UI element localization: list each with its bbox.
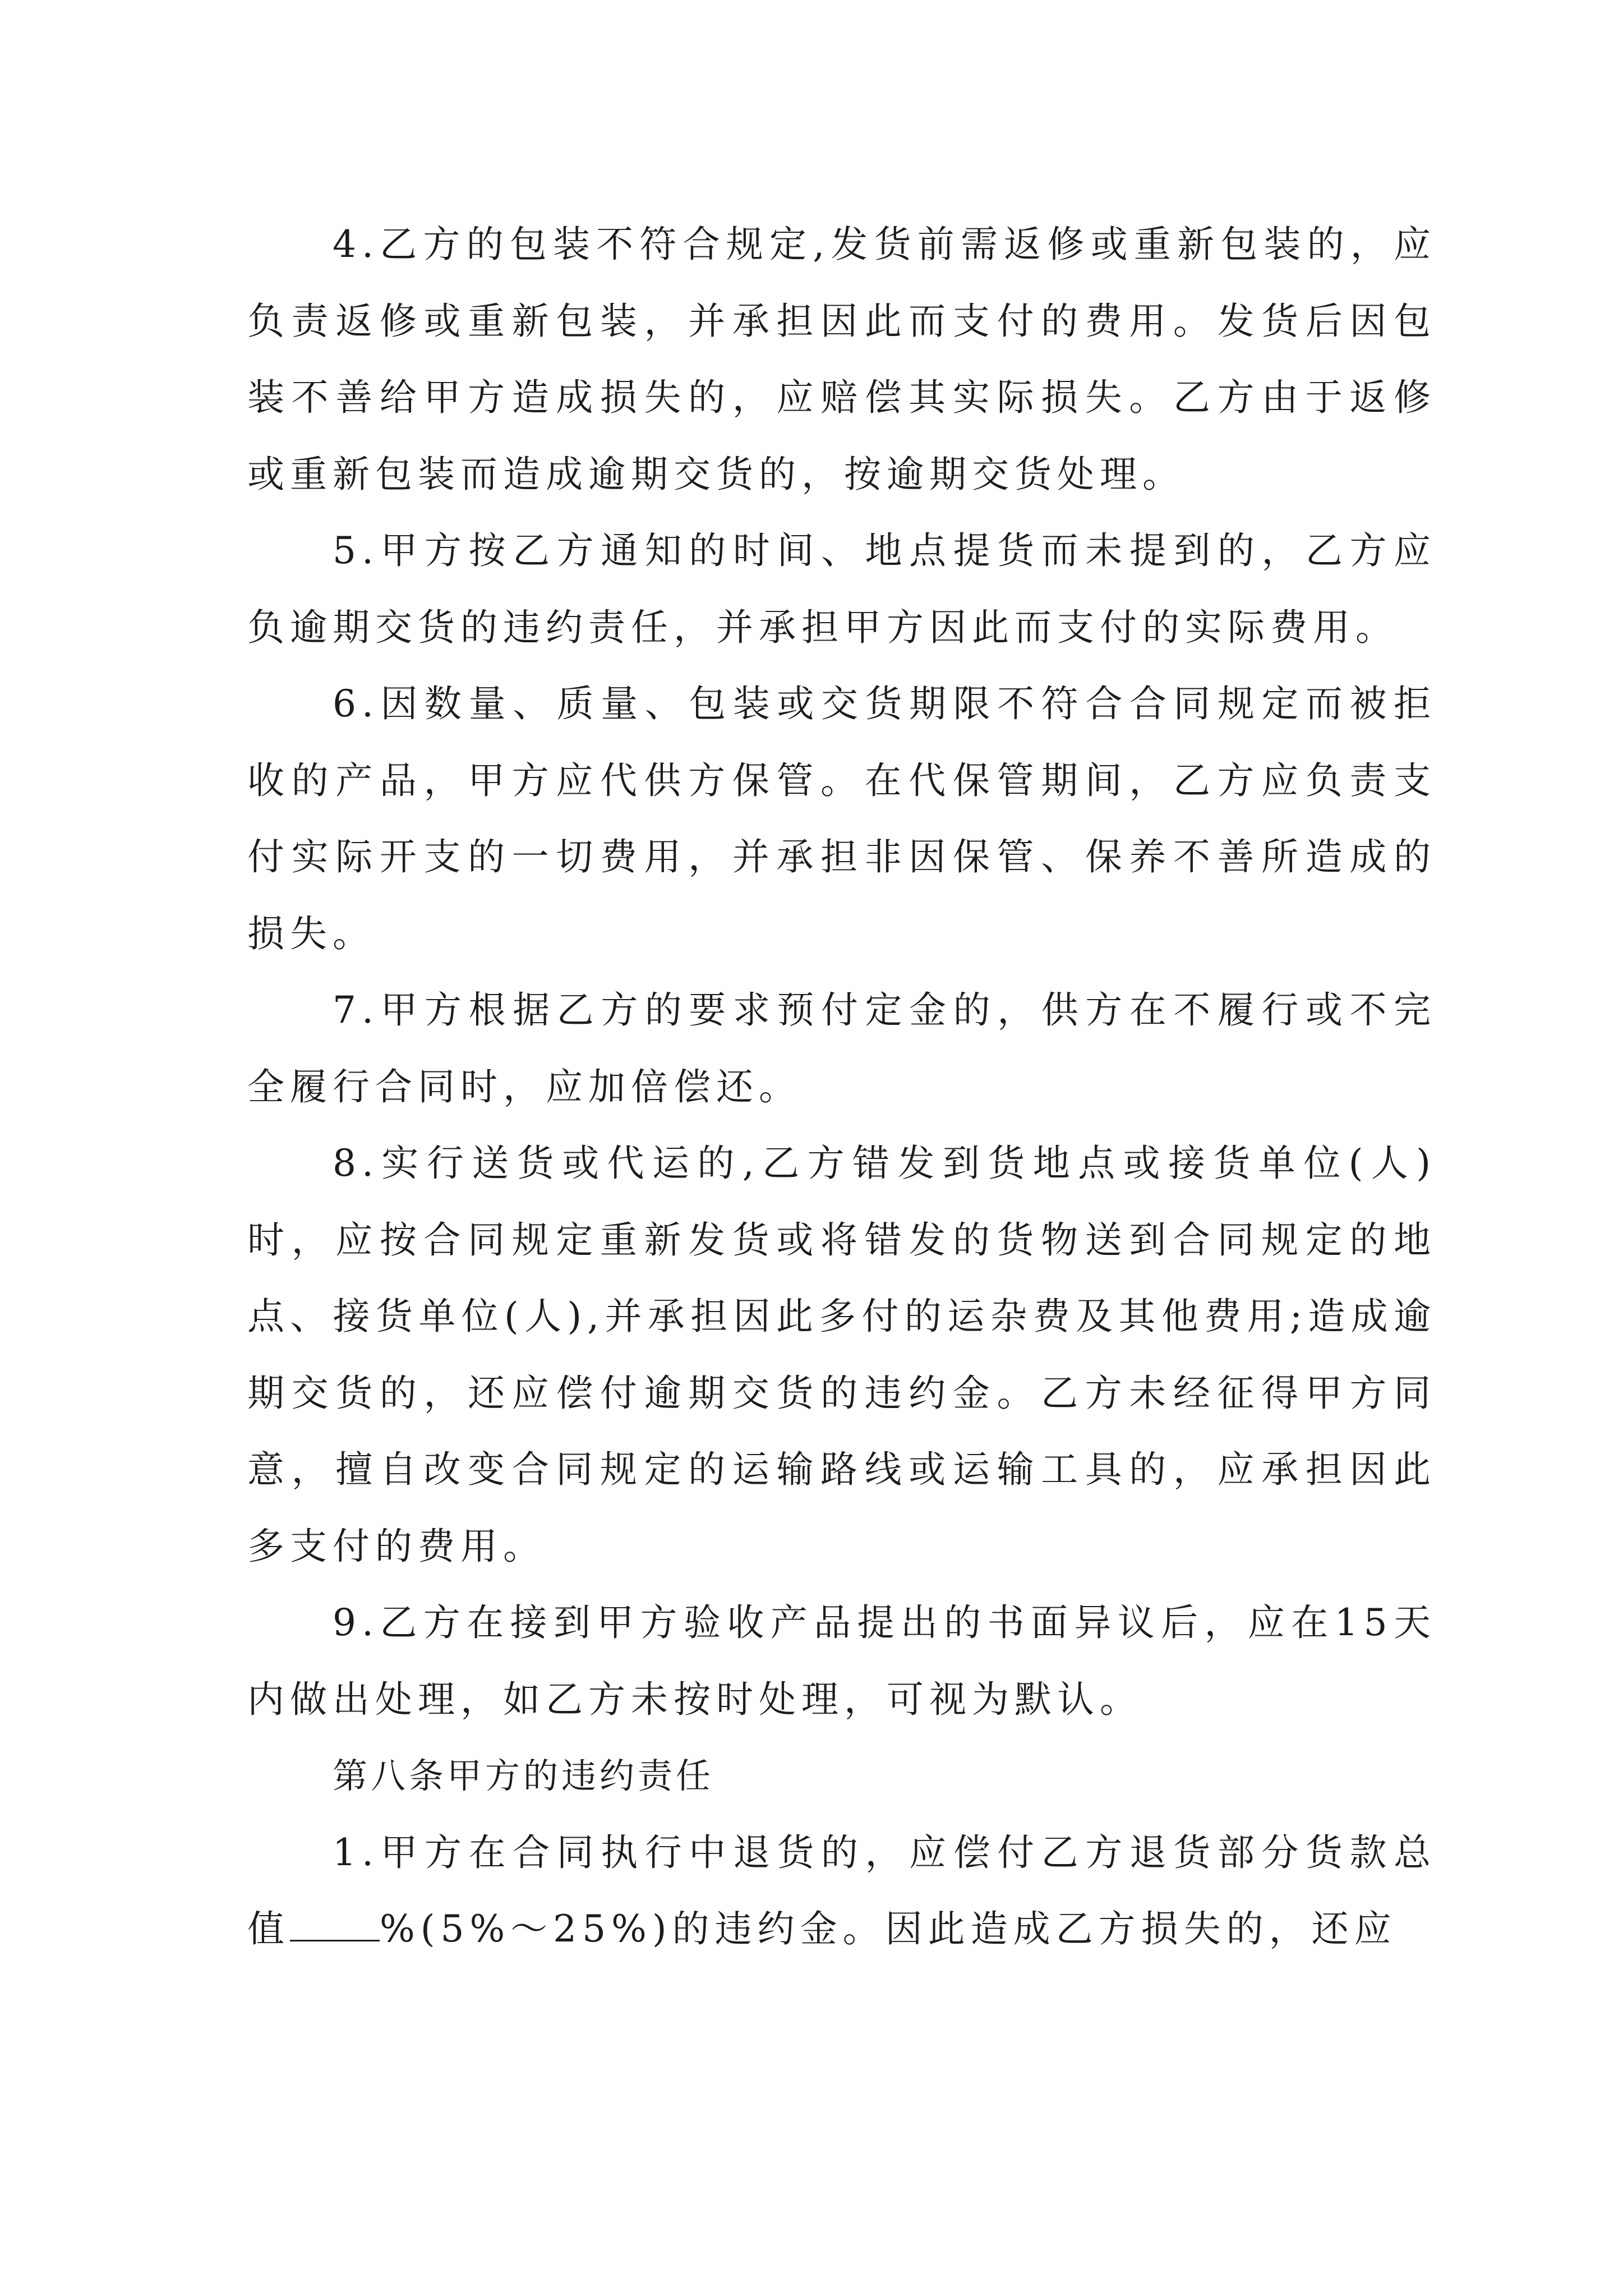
paragraph-4: 4.乙方的包装不符合规定,发货前需返修或重新包装的，应负责返修或重新包装，并承担因此而支付的费用。发货后因包装不善给甲方造成损失的，应赔偿其实际损失。乙方由于返修或重新包装而造成逾期交货的，按逾期交货处理。 <box>247 223 1436 496</box>
article8-1-text-before-blank: 1.甲方在合同执行中退货的，应偿付乙方退货部分货款总值 <box>247 1830 1436 1950</box>
paragraph-8: 8.实行送货或代运的,乙方错发到货地点或接货单位(人)时，应按合同规定重新发货或将错发的货物送到合同规定的地点、接货单位(人),并承担因此多付的运杂费及其他费用;造成逾期交货的，还应偿付逾期交货的违约金。乙方未经征得甲方同意，擅自改变合同规定的运输路线或运输工具的，应承担因此多支付的费用。 <box>247 1142 1436 1568</box>
paragraph-article8-1 <box>247 1815 1436 1968</box>
section-heading: 第八条甲方的违约责任 <box>333 1755 714 1796</box>
document-body <box>247 206 1436 1968</box>
paragraph-9: 9.乙方在接到甲方验收产品提出的书面异议后，应在15天内做出处理，如乙方未按时处理，可视为默认。 <box>247 1601 1436 1721</box>
paragraph-7: 7.甲方根据乙方的要求预付定金的，供方在不履行或不完全履行合同时，应加倍偿还。 <box>247 988 1436 1108</box>
paragraph-5: 5.甲方按乙方通知的时间、地点提货而未提到的，乙方应负逾期交货的违约责任，并承担甲方因此而支付的实际费用。 <box>247 529 1436 649</box>
fill-in-blank <box>290 1911 380 1941</box>
article8-1-text-after-blank: %(5%～25%)的违约金。因此造成乙方损失的，还应 <box>380 1907 1397 1950</box>
paragraph-6: 6.因数量、质量、包装或交货期限不符合合同规定而被拒收的产品，甲方应代供方保管。在代保管期间，乙方应负责支付实际开支的一切费用，并承担非因保管、保养不善所造成的损失。 <box>247 682 1436 955</box>
